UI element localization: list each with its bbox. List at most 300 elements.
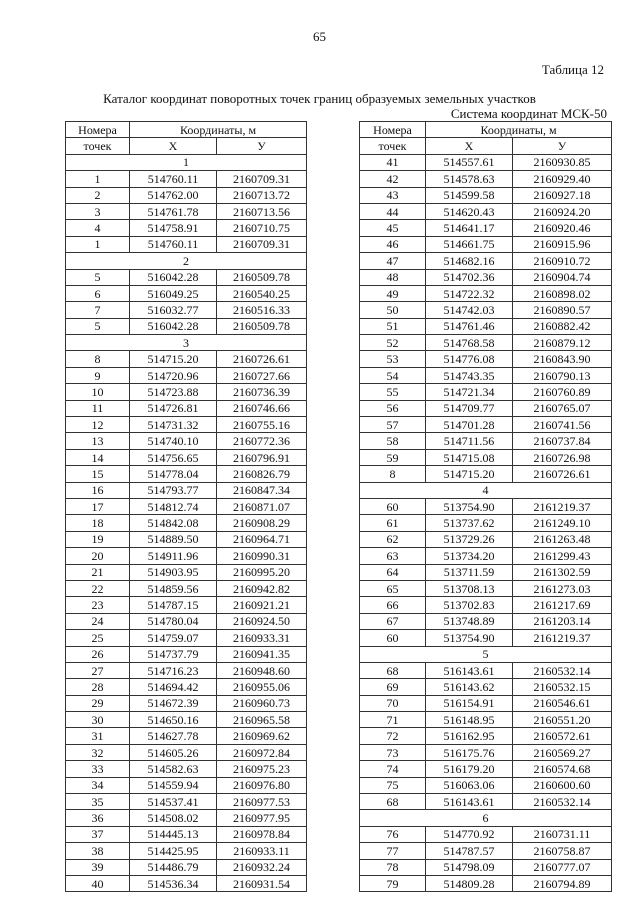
table-row (360, 777, 612, 793)
coordinate-x: 514536.34 (130, 875, 217, 891)
table-row (66, 269, 307, 285)
point-number: 43 (360, 187, 426, 203)
coordinate-x: 514760.11 (130, 236, 217, 252)
header-coordinates: Координаты, м (426, 122, 612, 138)
point-number: 21 (66, 564, 130, 580)
parcel-group-row (66, 154, 307, 170)
point-number: 34 (66, 777, 130, 793)
table-row (360, 580, 612, 596)
point-number: 27 (66, 662, 130, 678)
point-number: 67 (360, 613, 426, 629)
point-number: 3 (66, 203, 130, 219)
coordinate-y: 2160777.07 (513, 859, 612, 875)
table-row (66, 203, 307, 219)
coordinate-x: 514780.04 (130, 613, 217, 629)
header-y: У (217, 138, 307, 154)
page-number: 65 (313, 29, 326, 44)
point-number: 6 (66, 285, 130, 301)
point-number: 61 (360, 515, 426, 531)
coordinate-y: 2160532.15 (513, 679, 612, 695)
coordinate-x: 514559.94 (130, 777, 217, 793)
coordinate-x: 514761.46 (426, 318, 513, 334)
point-number: 59 (360, 449, 426, 465)
table-row (66, 515, 307, 531)
coordinate-x: 514627.78 (130, 728, 217, 744)
coordinate-x: 514743.35 (426, 367, 513, 383)
coordinate-y: 2161302.59 (513, 564, 612, 580)
coordinate-x: 514812.74 (130, 498, 217, 514)
coordinate-x: 516032.77 (130, 302, 217, 318)
coordinate-x: 513748.89 (426, 613, 513, 629)
coordinate-y: 2160843.90 (513, 351, 612, 367)
table-row (360, 613, 612, 629)
table-row (66, 433, 307, 449)
point-number: 17 (66, 498, 130, 514)
table-row (360, 843, 612, 859)
table-row (66, 794, 307, 810)
coordinate-x: 514661.75 (426, 236, 513, 252)
coordinate-x: 514715.08 (426, 449, 513, 465)
table-row (360, 826, 612, 842)
coordinate-x: 514702.36 (426, 269, 513, 285)
point-number: 41 (360, 154, 426, 170)
point-number: 72 (360, 728, 426, 744)
point-number: 23 (66, 597, 130, 613)
point-number: 71 (360, 712, 426, 728)
coordinate-x: 516143.62 (426, 679, 513, 695)
table-row (360, 744, 612, 760)
point-number: 31 (66, 728, 130, 744)
coordinate-x: 514605.26 (130, 744, 217, 760)
table-row (360, 318, 612, 334)
coordinate-x: 514723.88 (130, 384, 217, 400)
coordinate-y: 2160890.57 (513, 302, 612, 318)
coordinate-y: 2160964.71 (217, 531, 307, 547)
coordinate-x: 514486.79 (130, 859, 217, 875)
parcel-number: 5 (360, 646, 612, 662)
table-row (360, 285, 612, 301)
table-row (66, 843, 307, 859)
coordinates-table-right (359, 121, 612, 892)
coordinate-y: 2160736.39 (217, 384, 307, 400)
point-number: 10 (66, 384, 130, 400)
table-row (360, 220, 612, 236)
coordinate-x: 514557.61 (426, 154, 513, 170)
parcel-number: 3 (66, 335, 307, 351)
point-number: 8 (360, 466, 426, 482)
coordinate-y: 2160765.07 (513, 400, 612, 416)
table-row (360, 564, 612, 580)
point-number: 62 (360, 531, 426, 547)
table-row (66, 449, 307, 465)
table-row (360, 367, 612, 383)
point-number: 42 (360, 171, 426, 187)
table-row (360, 187, 612, 203)
coordinate-y: 2160746.66 (217, 400, 307, 416)
coordinate-x: 514761.78 (130, 203, 217, 219)
table-row (66, 630, 307, 646)
coordinate-y: 2160731.11 (513, 826, 612, 842)
coordinate-x: 514701.28 (426, 417, 513, 433)
table-row (66, 859, 307, 875)
coordinate-y: 2160960.73 (217, 695, 307, 711)
coordinate-y: 2160709.31 (217, 171, 307, 187)
table-row (66, 400, 307, 416)
table-row (66, 810, 307, 826)
point-number: 48 (360, 269, 426, 285)
header-x: X (130, 138, 217, 154)
table-row (360, 236, 612, 252)
coordinate-y: 2160931.54 (217, 875, 307, 891)
coordinate-x: 514599.58 (426, 187, 513, 203)
coordinate-y: 2160540.25 (217, 285, 307, 301)
coordinate-x: 514715.20 (130, 351, 217, 367)
coordinate-x: 514709.77 (426, 400, 513, 416)
coordinate-y: 2160713.72 (217, 187, 307, 203)
table-row (66, 662, 307, 678)
coordinates-table-left (65, 121, 307, 892)
point-number: 73 (360, 744, 426, 760)
table-row (66, 679, 307, 695)
coordinate-x: 514889.50 (130, 531, 217, 547)
point-number: 37 (66, 826, 130, 842)
coordinate-x: 514508.02 (130, 810, 217, 826)
coordinate-x: 516148.95 (426, 712, 513, 728)
coordinate-y: 2160898.02 (513, 285, 612, 301)
coordinate-y: 2160794.89 (513, 875, 612, 891)
coordinate-y: 2160879.12 (513, 335, 612, 351)
point-number: 53 (360, 351, 426, 367)
table-row (66, 302, 307, 318)
point-number: 63 (360, 548, 426, 564)
table-row (360, 269, 612, 285)
coordinate-y: 2160569.27 (513, 744, 612, 760)
table-row (360, 351, 612, 367)
coordinate-x: 514715.20 (426, 466, 513, 482)
point-number: 75 (360, 777, 426, 793)
point-number: 9 (66, 367, 130, 383)
coordinate-y: 2160600.60 (513, 777, 612, 793)
point-number: 51 (360, 318, 426, 334)
point-number: 19 (66, 531, 130, 547)
coordinate-y: 2160574.68 (513, 761, 612, 777)
coordinate-y: 2160532.14 (513, 794, 612, 810)
point-number: 20 (66, 548, 130, 564)
header-point-numbers-bottom: точек (360, 138, 426, 154)
coordinate-x: 514722.32 (426, 285, 513, 301)
coordinate-y: 2160930.85 (513, 154, 612, 170)
point-number: 46 (360, 236, 426, 252)
header-point-numbers-top: Номера (360, 122, 426, 138)
point-number: 79 (360, 875, 426, 891)
point-number: 78 (360, 859, 426, 875)
coordinate-x: 514758.91 (130, 220, 217, 236)
table-row (360, 548, 612, 564)
table-row (66, 597, 307, 613)
table-row (66, 498, 307, 514)
parcel-group-row (66, 335, 307, 351)
coordinate-x: 514778.04 (130, 466, 217, 482)
point-number: 29 (66, 695, 130, 711)
coordinate-x: 514425.95 (130, 843, 217, 859)
table-row (360, 875, 612, 891)
coordinate-y: 2160713.56 (217, 203, 307, 219)
coordinate-x: 514787.57 (426, 843, 513, 859)
coordinate-y: 2160546.61 (513, 695, 612, 711)
parcel-number: 1 (66, 154, 307, 170)
table-row (360, 794, 612, 810)
table-row (66, 531, 307, 547)
table-row (66, 367, 307, 383)
coordinate-x: 513702.83 (426, 597, 513, 613)
coordinate-y: 2161219.37 (513, 630, 612, 646)
coordinate-y: 2160726.61 (513, 466, 612, 482)
coordinate-y: 2160920.46 (513, 220, 612, 236)
coordinate-system-label: Система координат МСК-50 (450, 106, 607, 121)
table-row (66, 285, 307, 301)
parcel-group-row (360, 646, 612, 662)
coordinate-y: 2160942.82 (217, 580, 307, 596)
point-number: 5 (66, 318, 130, 334)
coordinate-y: 2160516.33 (217, 302, 307, 318)
point-number: 44 (360, 203, 426, 219)
coordinate-x: 513754.90 (426, 498, 513, 514)
table-row (360, 203, 612, 219)
coordinate-x: 513754.90 (426, 630, 513, 646)
coordinate-y: 2161203.14 (513, 613, 612, 629)
coordinate-x: 513737.62 (426, 515, 513, 531)
point-number: 13 (66, 433, 130, 449)
coordinate-x: 514768.58 (426, 335, 513, 351)
header-point-numbers-bottom: точек (66, 138, 130, 154)
coordinate-y: 2160977.95 (217, 810, 307, 826)
coordinate-x: 514737.79 (130, 646, 217, 662)
coordinate-y: 2160726.98 (513, 449, 612, 465)
point-number: 40 (66, 875, 130, 891)
coordinate-x: 514759.07 (130, 630, 217, 646)
point-number: 58 (360, 433, 426, 449)
coordinate-y: 2160933.31 (217, 630, 307, 646)
table-row (360, 531, 612, 547)
coordinate-y: 2160760.89 (513, 384, 612, 400)
table-row (66, 482, 307, 498)
coordinate-y: 2161299.43 (513, 548, 612, 564)
coordinate-y: 2160929.40 (513, 171, 612, 187)
table-row (66, 548, 307, 564)
coordinate-x: 516154.91 (426, 695, 513, 711)
point-number: 26 (66, 646, 130, 662)
coordinate-y: 2160932.24 (217, 859, 307, 875)
coordinate-x: 514760.11 (130, 171, 217, 187)
table-row (66, 384, 307, 400)
point-number: 45 (360, 220, 426, 236)
table-row (360, 466, 612, 482)
table-row (66, 826, 307, 842)
point-number: 56 (360, 400, 426, 416)
table-row (360, 449, 612, 465)
coordinate-y: 2160755.16 (217, 417, 307, 433)
point-number: 47 (360, 253, 426, 269)
coordinate-y: 2160978.84 (217, 826, 307, 842)
coordinate-x: 514756.65 (130, 449, 217, 465)
point-number: 16 (66, 482, 130, 498)
coordinate-y: 2160796.91 (217, 449, 307, 465)
coordinate-y: 2160995.20 (217, 564, 307, 580)
coordinate-y: 2160772.36 (217, 433, 307, 449)
coordinate-y: 2160990.31 (217, 548, 307, 564)
coordinate-y: 2160509.78 (217, 318, 307, 334)
coordinate-y: 2160758.87 (513, 843, 612, 859)
point-number: 52 (360, 335, 426, 351)
point-number: 50 (360, 302, 426, 318)
coordinate-x: 514859.56 (130, 580, 217, 596)
coordinate-x: 516049.25 (130, 285, 217, 301)
coordinate-x: 514582.63 (130, 761, 217, 777)
table-row (360, 712, 612, 728)
coordinate-x: 514711.56 (426, 433, 513, 449)
coordinate-y: 2160908.29 (217, 515, 307, 531)
coordinate-x: 514798.09 (426, 859, 513, 875)
coordinate-y: 2160924.50 (217, 613, 307, 629)
coordinate-x: 514740.10 (130, 433, 217, 449)
coordinate-y: 2160977.53 (217, 794, 307, 810)
table-row (66, 728, 307, 744)
table-row (66, 318, 307, 334)
table-row (66, 744, 307, 760)
coordinate-y: 2160941.35 (217, 646, 307, 662)
table-row (66, 695, 307, 711)
point-number: 7 (66, 302, 130, 318)
coordinate-y: 2160871.07 (217, 498, 307, 514)
coordinate-x: 514578.63 (426, 171, 513, 187)
point-number: 60 (360, 630, 426, 646)
coordinate-y: 2160847.34 (217, 482, 307, 498)
table-row (360, 335, 612, 351)
coordinate-y: 2160737.84 (513, 433, 612, 449)
coordinate-x: 514682.16 (426, 253, 513, 269)
table-row (360, 417, 612, 433)
parcel-group-row (360, 482, 612, 498)
point-number: 65 (360, 580, 426, 596)
coordinate-x: 514731.32 (130, 417, 217, 433)
point-number: 28 (66, 679, 130, 695)
point-number: 55 (360, 384, 426, 400)
coordinate-x: 514770.92 (426, 826, 513, 842)
parcel-group-row (66, 253, 307, 269)
coordinate-y: 2160727.66 (217, 367, 307, 383)
coordinate-y: 2160904.74 (513, 269, 612, 285)
table-row (66, 712, 307, 728)
table-caption: Каталог координат поворотных точек границ образуемых земельных участков (103, 91, 536, 106)
coordinate-x: 514903.95 (130, 564, 217, 580)
coordinate-y: 2160965.58 (217, 712, 307, 728)
point-number: 25 (66, 630, 130, 646)
coordinate-x: 514672.39 (130, 695, 217, 711)
coordinate-y: 2160921.21 (217, 597, 307, 613)
table-row (360, 515, 612, 531)
parcel-number: 2 (66, 253, 307, 269)
coordinate-x: 514445.13 (130, 826, 217, 842)
table-row (360, 400, 612, 416)
table-row (360, 498, 612, 514)
coordinate-x: 514793.77 (130, 482, 217, 498)
point-number: 24 (66, 613, 130, 629)
table-row (360, 662, 612, 678)
coordinate-x: 514742.03 (426, 302, 513, 318)
coordinate-y: 2160927.18 (513, 187, 612, 203)
point-number: 33 (66, 761, 130, 777)
table-row (360, 433, 612, 449)
coordinate-y: 2160933.11 (217, 843, 307, 859)
coordinate-x: 514787.15 (130, 597, 217, 613)
table-row (360, 597, 612, 613)
coordinate-y: 2160924.20 (513, 203, 612, 219)
header-x: X (426, 138, 513, 154)
point-number: 11 (66, 400, 130, 416)
coordinate-x: 514716.23 (130, 662, 217, 678)
point-number: 38 (66, 843, 130, 859)
point-number: 1 (66, 236, 130, 252)
point-number: 1 (66, 171, 130, 187)
header-coordinates: Координаты, м (130, 122, 307, 138)
coordinate-y: 2160910.72 (513, 253, 612, 269)
table-row (66, 613, 307, 629)
coordinate-y: 2161263.48 (513, 531, 612, 547)
point-number: 60 (360, 498, 426, 514)
coordinate-x: 514809.28 (426, 875, 513, 891)
table-row (66, 171, 307, 187)
point-number: 64 (360, 564, 426, 580)
table-row (66, 580, 307, 596)
coordinate-y: 2160976.80 (217, 777, 307, 793)
table-row (66, 236, 307, 252)
table-row (360, 302, 612, 318)
coordinate-x: 513708.13 (426, 580, 513, 596)
header-y: У (513, 138, 612, 154)
coordinate-y: 2160972.84 (217, 744, 307, 760)
coordinate-x: 514721.34 (426, 384, 513, 400)
coordinate-x: 514694.42 (130, 679, 217, 695)
coordinate-y: 2160509.78 (217, 269, 307, 285)
coordinate-y: 2160726.61 (217, 351, 307, 367)
coordinate-y: 2161273.03 (513, 580, 612, 596)
table-row (360, 154, 612, 170)
table-row (66, 761, 307, 777)
point-number: 4 (66, 220, 130, 236)
coordinate-x: 516042.28 (130, 318, 217, 334)
coordinate-y: 2160969.62 (217, 728, 307, 744)
coordinate-x: 514726.81 (130, 400, 217, 416)
point-number: 77 (360, 843, 426, 859)
table-row (360, 630, 612, 646)
coordinate-y: 2160948.60 (217, 662, 307, 678)
table-label: Таблица 12 (541, 62, 604, 77)
table-row (66, 417, 307, 433)
point-number: 15 (66, 466, 130, 482)
parcel-number: 4 (360, 482, 612, 498)
point-number: 2 (66, 187, 130, 203)
coordinate-x: 516063.06 (426, 777, 513, 793)
coordinate-x: 516143.61 (426, 662, 513, 678)
coordinate-x: 514776.08 (426, 351, 513, 367)
table-row (66, 564, 307, 580)
coordinate-y: 2161219.37 (513, 498, 612, 514)
point-number: 18 (66, 515, 130, 531)
coordinate-x: 514650.16 (130, 712, 217, 728)
point-number: 69 (360, 679, 426, 695)
table-row (360, 171, 612, 187)
table-row (360, 695, 612, 711)
